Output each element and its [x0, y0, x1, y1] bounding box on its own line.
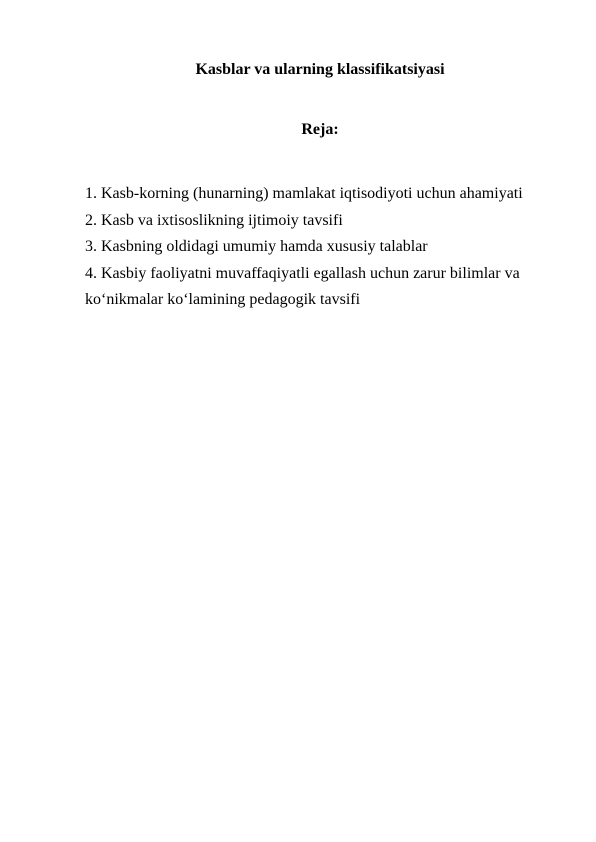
- plan-item: 3. Kasbning oldidagi umumiy hamda xususiy talablar: [85, 238, 428, 255]
- document-title: Kasblar va ularning klassifikatsiyasi: [195, 61, 445, 78]
- plan-list: [85, 181, 525, 314]
- plan-item: 4. Kasbiy faoliyatni muvaffaqiyatli egallash uchun zarur bilimlar va ko‘nikmalar ko‘lamining pedagogik tavsifi: [85, 264, 520, 308]
- plan-heading: Reja:: [301, 121, 339, 138]
- plan-item: 1. Kasb-korning (hunarning) mamlakat iqtisodiyoti uchun ahamiyati: [85, 185, 523, 202]
- plan-item: 2. Kasb va ixtisoslikning ijtimoiy tavsifi: [85, 211, 343, 229]
